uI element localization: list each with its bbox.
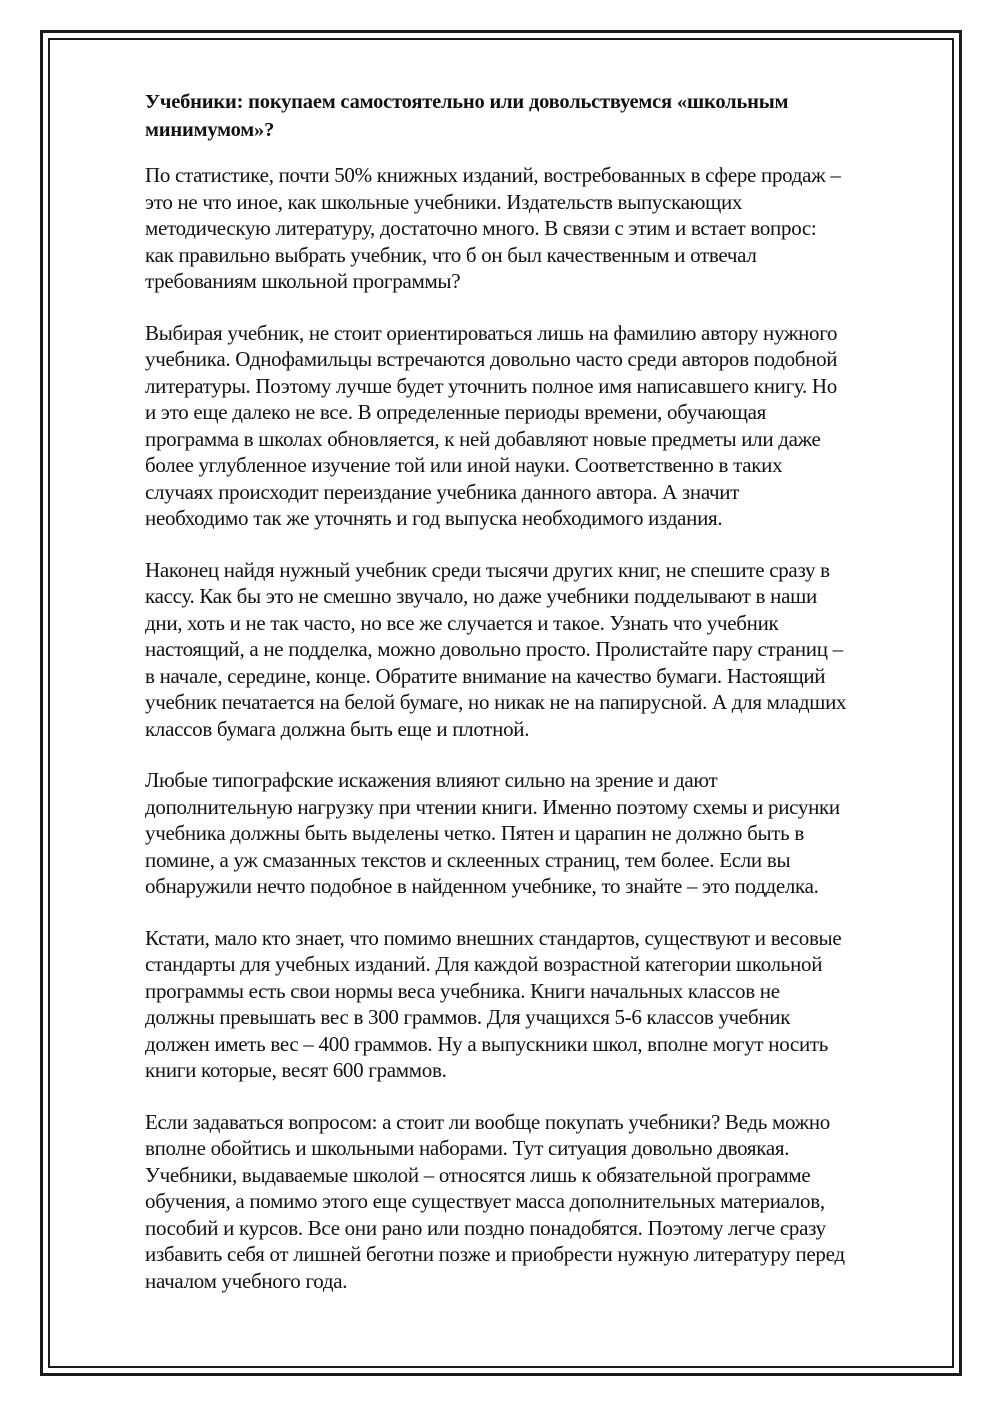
article-title: Учебники: покупаем самостоятельно или довольствуемся «школьным минимумом»? <box>145 91 789 141</box>
paragraph-print-defects: Любые типографские искажения влияют сильно на зрение и дают дополнительную нагрузку при чтении книги. Именно поэтому схемы и рисунки учебника должны быть выделены четко. Пятен и царапин не должно быть в помине, а уж смазанных текстов и склеенных страниц, тем более. Если вы обнаружили нечто подобное в найденном учебнике, то знайте – это подделка. <box>145 768 840 898</box>
paragraph-weight-standards: Кстати, мало кто знает, что помимо внешних стандартов, существуют и весовые стандарты для учебных изданий. Для каждой возрастной категории школьной программы есть свои нормы веса учебника. Книги начальных классов не должны превышать вес в 300 граммов. Для учащихся 5-6 классов учебник должен иметь вес – 400 граммов. Ну а выпускники школ, вполне могут носить книги которые, весят 600 граммов. <box>145 925 842 1082</box>
paragraph-counterfeit-check: Наконец найдя нужный учебник среди тысячи других книг, не спешите сразу в кассу. Как бы это не смешно звучало, но даже учебники подделывают в наши дни, хоть и не так часто, но все же случается и такое. Узнать что учебник настоящий, а не подделка, можно довольно просто. Пролистайте пару страниц – в начале, середине, конце. Обратите внимание на качество бумаги. Настоящий учебник печатается на белой бумаге, но никак не на папирусной. А для младших классов бумага должна быть еще и плотной. <box>145 557 847 741</box>
paragraph-author-check: Выбирая учебник, не стоит ориентироваться лишь на фамилию автору нужного учебника. Однофамильцы встречаются довольно часто среди авторов подобной литературы. Поэтому лучше будет уточнить полное имя написавшего книгу. Но и это еще далеко не все. В определенные периоды времени, обучающая программа в школах обновляется, к ней добавляют новые предметы или даже более углубленное изучение той или иной науки. Соответственно в таких случаях происходит переиздание учебника данного автора. А значит необходимо так же уточнять и год выпуска необходимого издания. <box>145 320 838 530</box>
paragraph-statistics: По статистике, почти 50% книжных изданий, востребованных в сфере продаж – это не что иное, как школьные учебники. Издательств выпускающих методическую литературу, достаточно много. В связи с этим и встает вопрос: как правильно выбрать учебник, что б он был качественным и отвечал требованиям школьной программы? <box>145 163 841 293</box>
article <box>145 88 935 1319</box>
paragraph-conclusion: Если задаваться вопросом: а стоит ли вообще покупать учебники? Ведь можно вполне обойтись и школьными наборами. Тут ситуация довольно двоякая. Учебники, выдаваемые школой – относятся лишь к обязательной программе обучения, а помимо этого еще существует масса дополнительных материалов, пособий и курсов. Все они рано или поздно понадобятся. Поэтому легче сразу избавить себя от лишней беготни позже и приобрести нужную литературу перед началом учебного года. <box>145 1109 845 1293</box>
